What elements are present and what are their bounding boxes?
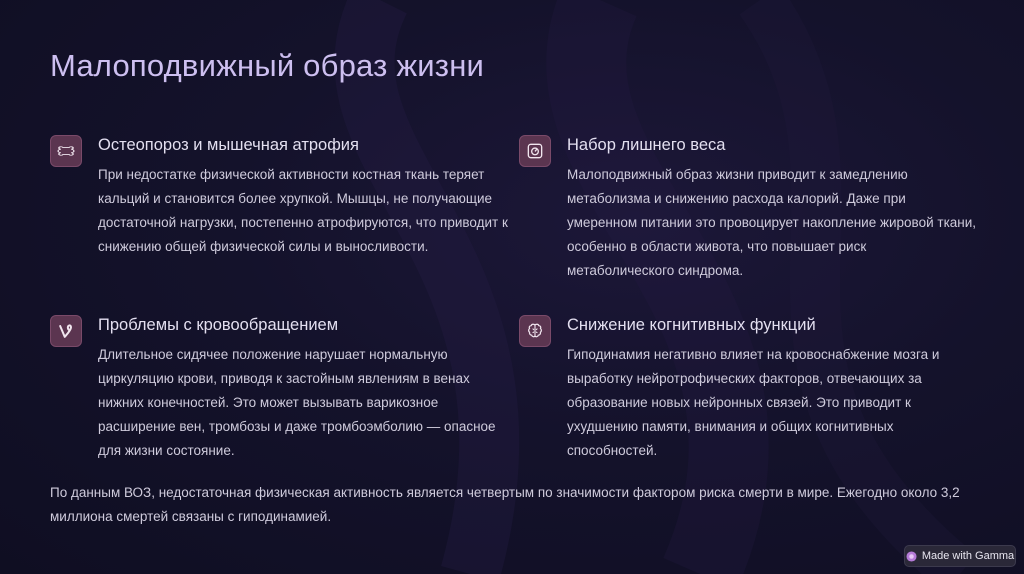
card-text: При недостатке физической активности костная ткань теряет кальций и становится более хрупкой. Мышцы, не получающие достаточной нагрузки, постепенно атрофируются, что приводит к снижению общей физической силы и выносливости. xyxy=(98,167,508,254)
card-text: Малоподвижный образ жизни приводит к замедлению метаболизма и снижению расхода калорий. Даже при умеренном питании это провоцирует накопление жировой ткани, особенно в области живота, что повышает риск метаболического синдрома. xyxy=(567,167,977,278)
card-text: Длительное сидячее положение нарушает нормальную циркуляцию крови, приводя к застойным явлениям в венах нижних конечностей. Это может вызывать варикозное расширение вен, тромбозы и даже тромбоэмболию — опасное для жизни состояние. xyxy=(98,347,496,458)
gamma-logo-icon xyxy=(906,551,917,562)
card-heading: Остеопороз и мышечная атрофия xyxy=(98,136,359,154)
page-title: Малоподвижный образ жизни xyxy=(50,48,485,83)
bone-icon xyxy=(50,135,82,167)
card-heading: Проблемы с кровообращением xyxy=(98,316,339,334)
card-heading: Набор лишнего веса xyxy=(567,136,726,154)
badge-label: Made with Gamma xyxy=(921,550,1015,562)
card-text: Гиподинамия негативно влияет на кровоснабжение мозга и выработку нейротрофических факторов, отвечающих за образование новых нейронных связей. Это приводит к ухудшению памяти, внимания и общих когнитивных способностей. xyxy=(567,347,940,458)
card-heading: Снижение когнитивных функций xyxy=(567,316,816,334)
brain-icon xyxy=(519,315,551,347)
made-with-gamma-badge[interactable] xyxy=(904,545,1016,567)
vine-icon xyxy=(50,315,82,347)
scale-icon xyxy=(519,135,551,167)
footer-text: По данным ВОЗ, недостаточная физическая активность является четвертым по значимости фактором риска смерти в мире. Ежегодно около 3,2 миллиона смертей связаны с гиподинамией. xyxy=(50,485,960,524)
